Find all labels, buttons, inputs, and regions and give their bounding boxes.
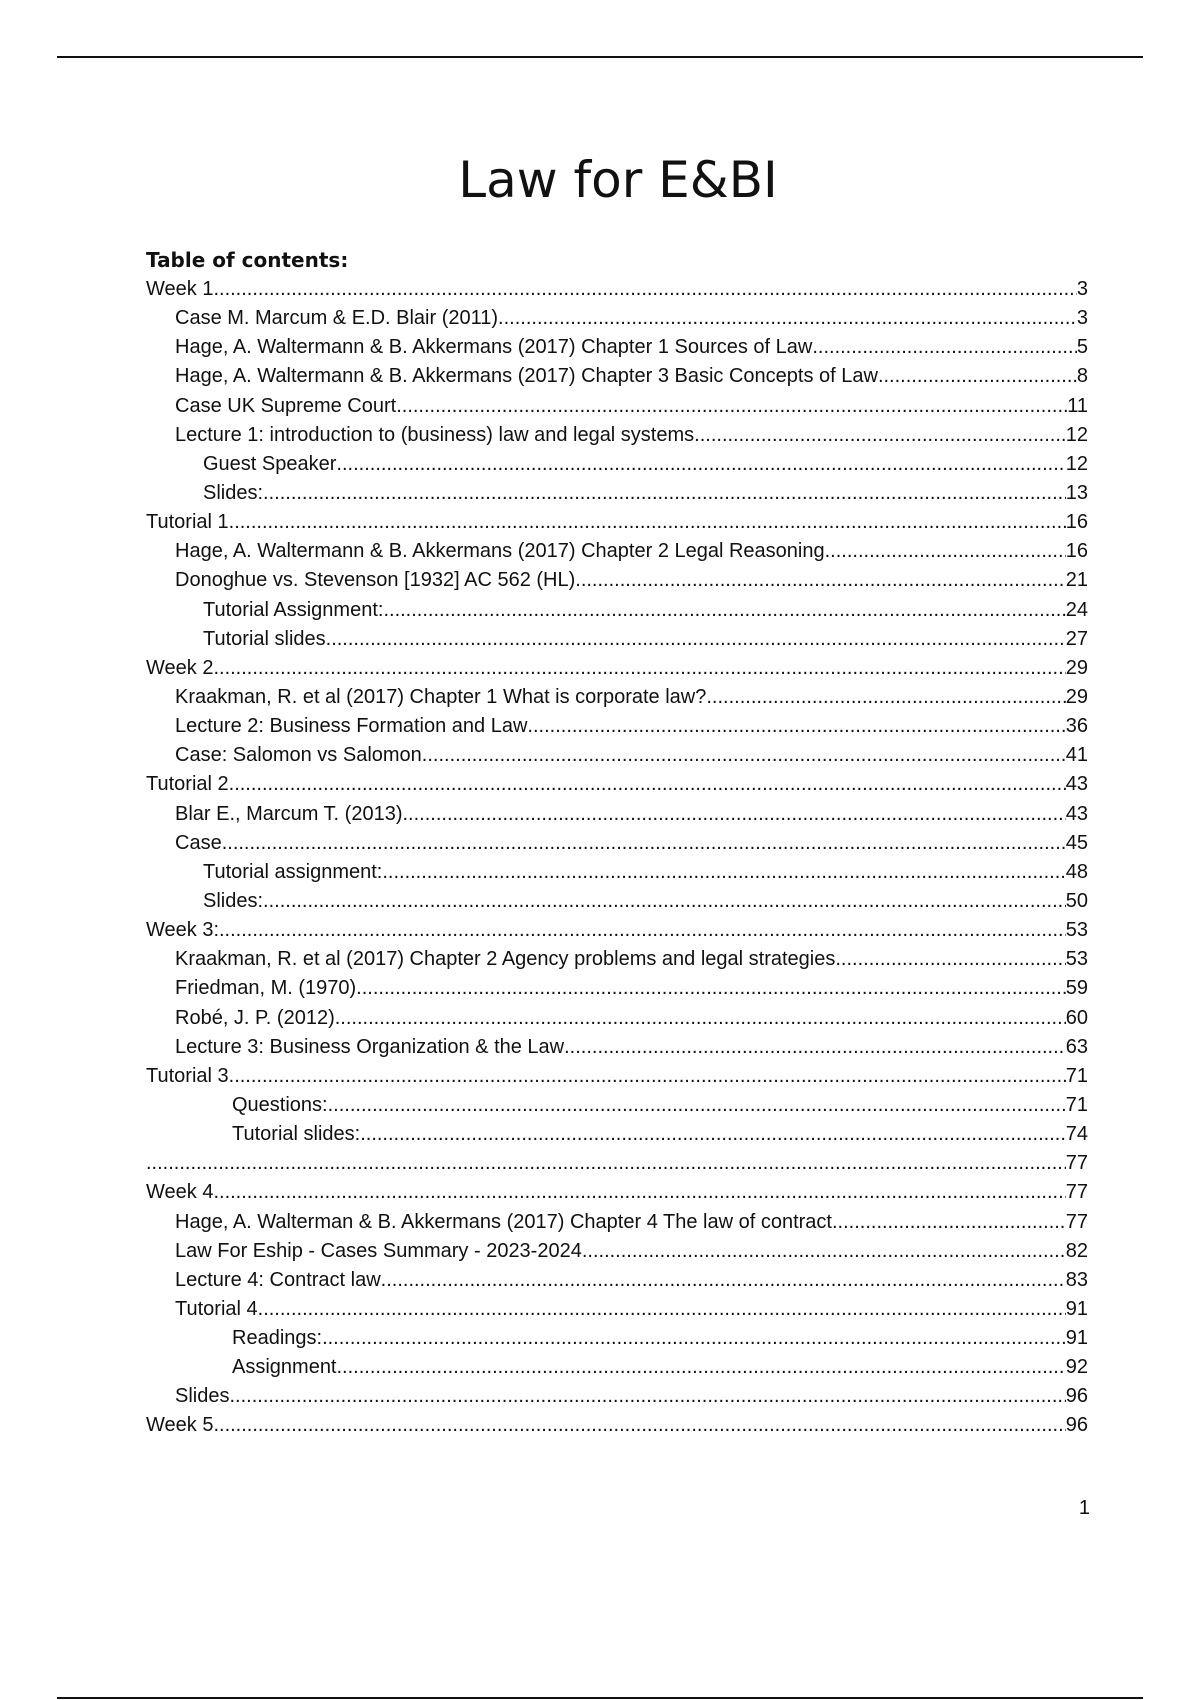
toc-entry-page: 82 [1065, 1239, 1088, 1262]
toc-entry[interactable] [146, 566, 1088, 595]
toc-entry[interactable] [146, 1033, 1088, 1062]
toc-entry[interactable] [146, 800, 1088, 829]
toc-entry[interactable] [146, 421, 1088, 450]
toc-entry-page: 16 [1065, 540, 1088, 563]
toc-leader-dots [360, 1120, 1066, 1149]
toc-entry-title: Tutorial 3 [146, 1064, 229, 1087]
toc-entry[interactable] [146, 1062, 1088, 1091]
toc-entry[interactable] [146, 1004, 1088, 1033]
toc-entry-page: 43 [1065, 802, 1088, 825]
toc-entry-title: Hage, A. Walterman & B. Akkermans (2017) Chapter 4 The law of contract [175, 1210, 832, 1233]
toc-entry[interactable] [146, 1091, 1088, 1120]
toc-entry-page: 12 [1065, 423, 1088, 446]
toc-entry-title: Hage, A. Waltermann & B. Akkermans (2017) Chapter 2 Legal Reasoning [175, 540, 825, 563]
toc-entry-title: Week 4 [146, 1181, 214, 1204]
toc-leader-dots [229, 1062, 1066, 1091]
toc-entry-page: 83 [1065, 1268, 1088, 1291]
toc-entry-title: Assignment [232, 1356, 337, 1379]
toc-leader-dots [812, 333, 1077, 362]
toc-entry-page: 53 [1065, 948, 1088, 971]
toc-entry-page: 77 [1065, 1152, 1088, 1175]
toc-entry-title: Tutorial assignment: [203, 860, 383, 883]
toc-leader-dots [326, 625, 1066, 654]
toc-leader-dots [219, 916, 1066, 945]
toc-leader-dots [835, 945, 1065, 974]
toc-entry[interactable] [146, 916, 1088, 945]
toc-leader-dots [825, 537, 1066, 566]
toc-entry-title: Lecture 3: Business Organization & the Law [175, 1035, 565, 1058]
toc-entry-page: 41 [1065, 744, 1088, 767]
toc-entry-page: 96 [1065, 1385, 1088, 1408]
toc-entry[interactable] [146, 625, 1088, 654]
toc-entry[interactable] [146, 974, 1088, 1003]
toc-entry-page: 27 [1065, 627, 1088, 650]
toc-leader-dots [832, 1208, 1066, 1237]
toc-entry-page: 13 [1065, 481, 1088, 504]
toc-entry[interactable] [146, 1208, 1088, 1237]
toc-entry-page: 91 [1065, 1297, 1088, 1320]
toc-entry-page: 63 [1065, 1035, 1088, 1058]
toc-entry-page: 36 [1065, 715, 1088, 738]
toc-entry-page: 59 [1065, 977, 1088, 1000]
toc-entry-title: Lecture 2: Business Formation and Law [175, 715, 528, 738]
toc-leader-dots [222, 829, 1066, 858]
toc-entry-page: 29 [1065, 685, 1088, 708]
toc-leader-dots [337, 1353, 1066, 1382]
toc-entry-title: Blar E., Marcum T. (2013) [175, 802, 403, 825]
toc-entry-page: 74 [1065, 1123, 1088, 1146]
toc-entry-title: Tutorial 2 [146, 773, 229, 796]
toc-leader-dots [213, 1411, 1065, 1440]
toc-entry[interactable] [146, 508, 1088, 537]
toc-leader-dots [527, 712, 1065, 741]
toc-entry-title: Tutorial slides: [232, 1123, 361, 1146]
toc-entry[interactable] [146, 1178, 1088, 1207]
toc-leader-dots [382, 858, 1065, 887]
toc-entry[interactable] [146, 1266, 1088, 1295]
toc-entry[interactable] [146, 1411, 1088, 1440]
toc-leader-dots [328, 1091, 1066, 1120]
toc-entry-page: 24 [1065, 598, 1088, 621]
toc-leader-dots [335, 1004, 1066, 1033]
toc-entry-page: 45 [1065, 831, 1088, 854]
toc-entry-page: 3 [1076, 307, 1088, 330]
toc-entry-page: 71 [1065, 1093, 1088, 1116]
toc-leader-dots [582, 1237, 1066, 1266]
toc-leader-dots [356, 974, 1066, 1003]
toc-entry[interactable] [146, 1324, 1088, 1353]
toc-entry-page: 5 [1076, 336, 1088, 359]
toc-entry-page: 77 [1065, 1181, 1088, 1204]
toc-leader-dots [878, 362, 1077, 391]
toc-entry-title: Kraakman, R. et al (2017) Chapter 2 Agency problems and legal strategies [175, 948, 836, 971]
toc-entry-page: 16 [1065, 511, 1088, 534]
toc-entry-page: 71 [1065, 1064, 1088, 1087]
toc-leader-dots [336, 450, 1065, 479]
toc-leader-dots [498, 304, 1077, 333]
toc-leader-dots [263, 479, 1066, 508]
toc-leader-dots [229, 770, 1066, 799]
toc-entry[interactable] [146, 741, 1088, 770]
toc-entry-page: 29 [1065, 656, 1088, 679]
toc-leader-dots [402, 800, 1065, 829]
toc-entry-title: Slides [175, 1385, 230, 1408]
toc-entry[interactable] [146, 770, 1088, 799]
toc-entry-title: Week 1 [146, 278, 214, 300]
toc-entry[interactable] [146, 1382, 1088, 1411]
toc-entry[interactable] [146, 362, 1088, 391]
toc-entry-page: 48 [1065, 860, 1088, 883]
toc-entry[interactable] [146, 887, 1088, 916]
toc-entry-title: Robé, J. P. (2012) [175, 1006, 335, 1029]
toc-entry[interactable] [146, 450, 1088, 479]
toc-entry[interactable] [146, 858, 1088, 887]
toc-entry-title: Donoghue vs. Stevenson [1932] AC 562 (HL) [175, 569, 576, 592]
toc-entry[interactable] [146, 945, 1088, 974]
toc-entry-title: Guest Speaker [203, 452, 337, 475]
toc-leader-dots [213, 654, 1065, 683]
toc-leader-dots [146, 1149, 1066, 1178]
toc-entry-title: Week 5 [146, 1414, 214, 1437]
toc-entry-page: 11 [1067, 394, 1088, 417]
toc-entry-title: Lecture 1: introduction to (business) law and legal systems [175, 423, 695, 446]
toc-entry-title: Case [175, 831, 222, 854]
toc-entry-page: 21 [1065, 569, 1088, 592]
toc-leader-dots [229, 1382, 1065, 1411]
toc-leader-dots [229, 508, 1066, 537]
toc-entry-title: Case: Salomon vs Salomon [175, 744, 422, 767]
toc-leader-dots [383, 596, 1065, 625]
toc-entry-title: Tutorial 4 [175, 1297, 258, 1320]
toc-entry-page: 91 [1065, 1327, 1088, 1350]
toc-entry[interactable] [146, 654, 1088, 683]
toc-leader-dots [213, 275, 1076, 304]
toc-entry-page: 92 [1065, 1356, 1088, 1379]
toc-entry[interactable] [146, 683, 1088, 712]
toc-entry[interactable] [146, 479, 1088, 508]
toc-entry[interactable] [146, 304, 1088, 333]
toc-leader-dots [263, 887, 1066, 916]
toc-entry-page: 60 [1065, 1006, 1088, 1029]
toc-entry[interactable] [146, 333, 1088, 362]
toc-list [146, 275, 1088, 1441]
toc-entry-title: Law For Eship - Cases Summary - 2023-2024 [175, 1239, 582, 1262]
toc-entry-page: 77 [1065, 1210, 1088, 1233]
toc-leader-dots [706, 683, 1065, 712]
toc-leader-dots [694, 421, 1066, 450]
toc-leader-dots [381, 1266, 1066, 1295]
toc-entry-title: Case M. Marcum & E.D. Blair (2011) [175, 307, 499, 330]
toc-entry[interactable] [146, 1149, 1088, 1178]
page-number: 1 [1078, 1497, 1090, 1519]
toc-leader-dots [322, 1324, 1066, 1353]
toc-entry-title: Slides: [203, 889, 264, 912]
toc-entry-title: Kraakman, R. et al (2017) Chapter 1 What is corporate law? [175, 685, 707, 708]
toc-entry-page: 12 [1065, 452, 1088, 475]
toc-leader-dots [575, 566, 1065, 595]
toc-leader-dots [258, 1295, 1066, 1324]
toc-entry-title: Questions: [232, 1093, 328, 1116]
toc-entry-page: 96 [1065, 1414, 1088, 1437]
toc-entry[interactable] [146, 275, 1088, 304]
toc-entry-title: Week 2 [146, 656, 214, 679]
toc-entry[interactable] [146, 537, 1088, 566]
document-title: Law for E&BI [458, 151, 778, 209]
toc-entry-page: 50 [1065, 889, 1088, 912]
toc-entry-page: 3 [1076, 278, 1088, 300]
toc-entry-page: 8 [1076, 365, 1088, 388]
toc-leader-dots [396, 392, 1067, 421]
toc-entry-title: Friedman, M. (1970) [175, 977, 357, 1000]
toc-entry-title: Tutorial 1 [146, 511, 229, 534]
toc-entry-title: Slides: [203, 481, 264, 504]
toc-entry-title: Lecture 4: Contract law [175, 1268, 381, 1291]
toc-leader-dots [564, 1033, 1066, 1062]
toc-entry-title: Case UK Supreme Court [175, 394, 397, 417]
toc-entry-title: Tutorial slides [203, 627, 326, 650]
toc-entry[interactable] [146, 829, 1088, 858]
toc-entry-title: Hage, A. Waltermann & B. Akkermans (2017) Chapter 3 Basic Concepts of Law [175, 365, 878, 388]
toc-entry[interactable] [146, 712, 1088, 741]
toc-entry[interactable] [146, 1237, 1088, 1266]
toc-entry[interactable] [146, 1120, 1088, 1149]
toc-entry-title: Readings: [232, 1327, 323, 1350]
toc-entry-page: 43 [1065, 773, 1088, 796]
toc-leader-dots [213, 1178, 1065, 1207]
toc-entry[interactable] [146, 392, 1088, 421]
top-rule [57, 56, 1143, 58]
toc-entry-title: Hage, A. Waltermann & B. Akkermans (2017) Chapter 1 Sources of Law [175, 336, 813, 359]
table-of-contents [146, 245, 1088, 1441]
toc-entry[interactable] [146, 596, 1088, 625]
toc-entry[interactable] [146, 1295, 1088, 1324]
toc-entry-title: Tutorial Assignment: [203, 598, 384, 621]
toc-entry-title: Week 3: [146, 919, 219, 942]
bottom-rule [57, 1697, 1143, 1699]
toc-heading: Table of contents: [146, 248, 349, 272]
toc-entry[interactable] [146, 1353, 1088, 1382]
toc-leader-dots [422, 741, 1066, 770]
toc-entry-page: 53 [1065, 919, 1088, 942]
